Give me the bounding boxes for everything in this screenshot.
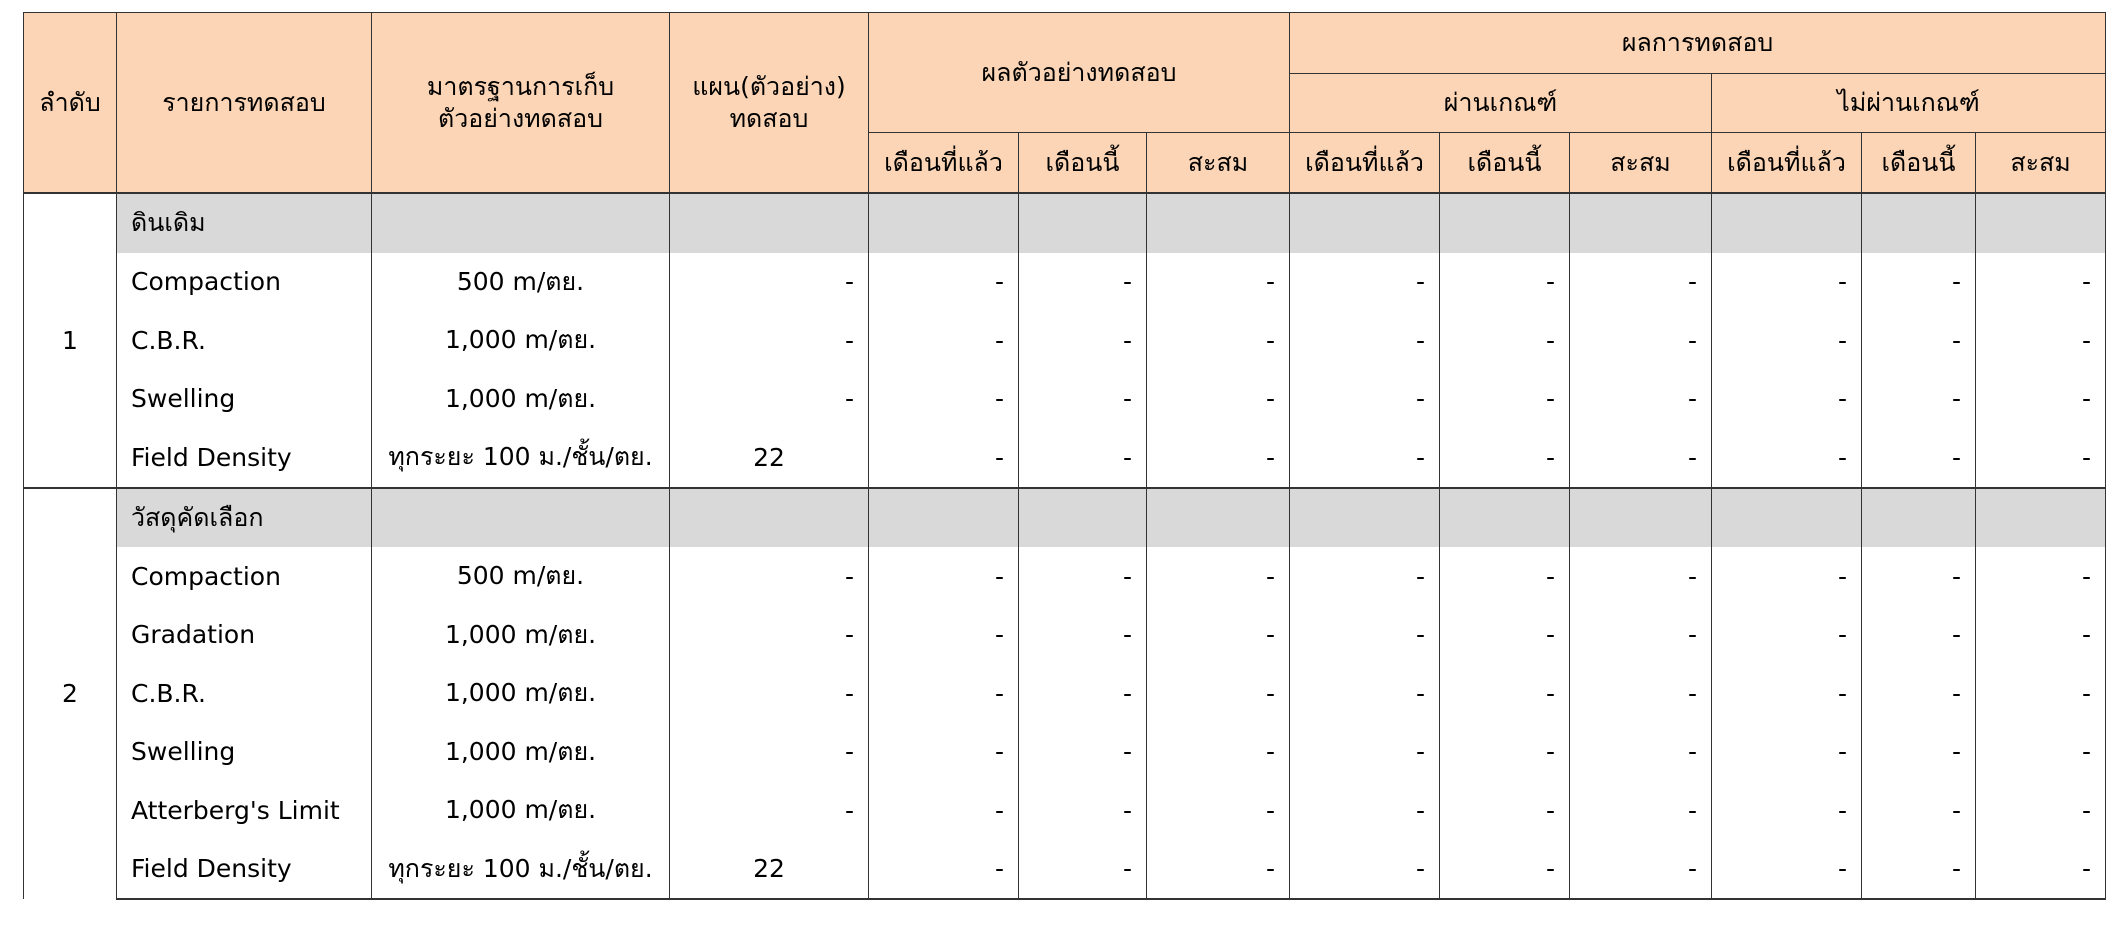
result-value: - [1976,547,2106,606]
result-value: - [1290,370,1440,429]
result-value: - [1440,253,1570,312]
group-title-empty-cell [1712,193,1862,253]
result-value: - [1712,781,1862,840]
test-item: Compaction [117,253,372,312]
header-standard-line2: ตัวอย่างทดสอบ [437,103,604,133]
result-value: - [1976,311,2106,370]
result-value: - [1862,840,1976,900]
test-item: Compaction [117,547,372,606]
result-value: - [1862,428,1976,488]
table-row [24,428,2106,488]
result-value: - [1570,781,1712,840]
group-seq: 2 [24,488,117,900]
test-item: Field Density [117,840,372,900]
result-value: - [1019,311,1147,370]
group-title-empty-cell [869,488,1019,548]
result-value: - [1019,428,1147,488]
result-value: - [1147,664,1290,723]
result-value: - [1290,547,1440,606]
header-pass-cumulative: สะสม [1570,133,1712,194]
sampling-standard: 1,000 m/ตย. [372,311,670,370]
sample-plan: - [670,664,869,723]
result-value: - [869,606,1019,665]
result-value: - [1570,606,1712,665]
result-value: - [1712,606,1862,665]
sampling-standard: 500 m/ตย. [372,253,670,312]
result-value: - [869,428,1019,488]
header-fail-cumulative: สะสม [1976,133,2106,194]
header-sample-last-month: เดือนที่แล้ว [869,133,1019,194]
result-value: - [1712,547,1862,606]
result-value: - [1976,370,2106,429]
result-value: - [1440,664,1570,723]
table-row [24,723,2106,782]
result-value: - [1147,311,1290,370]
sample-plan: 22 [670,840,869,900]
test-item: Field Density [117,428,372,488]
table-header [24,13,2106,194]
group-title-empty-cell [1290,193,1440,253]
result-value: - [1712,428,1862,488]
test-item: C.B.R. [117,664,372,723]
result-value: - [1862,253,1976,312]
group-title-empty-cell [1440,488,1570,548]
result-value: - [1147,723,1290,782]
header-seq: ลำดับ [24,13,117,194]
result-value: - [1712,370,1862,429]
result-value: - [869,311,1019,370]
test-item: Gradation [117,606,372,665]
header-sample-results: ผลตัวอย่างทดสอบ [869,13,1290,133]
group-title-empty-cell [1570,193,1712,253]
result-value: - [1019,606,1147,665]
table-row [24,664,2106,723]
result-value: - [869,253,1019,312]
result-value: - [869,840,1019,900]
table-row [24,840,2106,900]
sampling-standard: 1,000 m/ตย. [372,781,670,840]
header-standard-line1: มาตรฐานการเก็บ [426,71,615,101]
table-row [24,547,2106,606]
result-value: - [1862,723,1976,782]
header-test-results: ผลการทดสอบ [1290,13,2106,74]
group-title-empty-cell [1976,488,2106,548]
group-title-empty-cell [1440,193,1570,253]
result-value: - [1019,547,1147,606]
sample-plan: - [670,781,869,840]
result-value: - [1290,428,1440,488]
test-item: Swelling [117,723,372,782]
group-title-empty-cell [372,193,670,253]
group-title-empty-cell [1570,488,1712,548]
group-title-empty-cell [1290,488,1440,548]
result-value: - [1976,840,2106,900]
result-value: - [1570,664,1712,723]
result-value: - [1440,606,1570,665]
group-title-row [24,193,2106,253]
sampling-standard: 1,000 m/ตย. [372,723,670,782]
test-item: Atterberg's Limit [117,781,372,840]
result-value: - [1147,840,1290,900]
sample-plan: - [670,253,869,312]
group-title-empty-cell [869,193,1019,253]
result-value: - [1712,311,1862,370]
sample-plan: - [670,723,869,782]
result-value: - [1440,840,1570,900]
group-title: ดินเดิม [117,193,372,253]
result-value: - [1290,781,1440,840]
header-standard [372,13,670,194]
result-value: - [1570,370,1712,429]
sampling-standard: ทุกระยะ 100 ม./ชั้น/ตย. [372,428,670,488]
result-value: - [1147,547,1290,606]
result-value: - [1290,840,1440,900]
result-value: - [1440,781,1570,840]
header-pass: ผ่านเกณฑ์ [1290,74,1712,133]
result-value: - [1147,370,1290,429]
result-value: - [1570,547,1712,606]
result-value: - [1290,723,1440,782]
result-value: - [1290,606,1440,665]
group-title-empty-cell [670,488,869,548]
group-title-empty-cell [372,488,670,548]
group-title-empty-cell [1147,193,1290,253]
result-value: - [1147,781,1290,840]
result-value: - [1290,253,1440,312]
result-value: - [1440,311,1570,370]
result-value: - [1147,253,1290,312]
result-value: - [1290,664,1440,723]
table-row [24,370,2106,429]
sample-plan: - [670,547,869,606]
header-fail-last-month: เดือนที่แล้ว [1712,133,1862,194]
group-title-empty-cell [1862,488,1976,548]
result-value: - [1862,370,1976,429]
sample-plan: - [670,370,869,429]
sample-plan: 22 [670,428,869,488]
result-value: - [1570,428,1712,488]
result-value: - [1019,370,1147,429]
result-value: - [1570,840,1712,900]
result-value: - [1019,840,1147,900]
group-title-empty-cell [1147,488,1290,548]
group-title-empty-cell [1019,193,1147,253]
result-value: - [1976,723,2106,782]
result-value: - [1147,428,1290,488]
header-fail-this-month: เดือนนี้ [1862,133,1976,194]
result-value: - [869,664,1019,723]
header-plan-line1: แผน(ตัวอย่าง) [692,71,846,101]
result-value: - [1570,253,1712,312]
header-plan [670,13,869,194]
result-value: - [1290,311,1440,370]
group-title: วัสดุคัดเลือก [117,488,372,548]
header-item: รายการทดสอบ [117,13,372,194]
result-value: - [1440,428,1570,488]
result-value: - [869,370,1019,429]
header-sample-this-month: เดือนนี้ [1019,133,1147,194]
sampling-standard: 1,000 m/ตย. [372,664,670,723]
result-value: - [1976,664,2106,723]
result-value: - [1440,370,1570,429]
group-title-empty-cell [1712,488,1862,548]
result-value: - [1147,606,1290,665]
result-value: - [1976,606,2106,665]
sample-plan: - [670,606,869,665]
result-value: - [1440,547,1570,606]
result-value: - [869,547,1019,606]
result-value: - [1570,723,1712,782]
group-title-empty-cell [1976,193,2106,253]
result-value: - [1976,428,2106,488]
test-item: C.B.R. [117,311,372,370]
result-value: - [1712,253,1862,312]
result-value: - [1019,253,1147,312]
result-value: - [869,723,1019,782]
result-value: - [1862,664,1976,723]
table-row [24,311,2106,370]
group-title-empty-cell [1019,488,1147,548]
table-row [24,606,2106,665]
result-value: - [1862,606,1976,665]
group-title-empty-cell [1862,193,1976,253]
header-fail: ไม่ผ่านเกณฑ์ [1712,74,2106,133]
result-value: - [1019,664,1147,723]
result-value: - [1712,664,1862,723]
result-value: - [1019,781,1147,840]
result-value: - [1976,253,2106,312]
test-results-table [23,12,2106,900]
result-value: - [869,781,1019,840]
group-seq: 1 [24,193,117,488]
header-pass-this-month: เดือนนี้ [1440,133,1570,194]
group-title-empty-cell [670,193,869,253]
result-value: - [1862,311,1976,370]
result-value: - [1712,840,1862,900]
table-row [24,253,2106,312]
test-item: Swelling [117,370,372,429]
group-title-row [24,488,2106,548]
result-value: - [1862,547,1976,606]
result-value: - [1440,723,1570,782]
result-value: - [1976,781,2106,840]
result-value: - [1019,723,1147,782]
header-sample-cumulative: สะสม [1147,133,1290,194]
result-value: - [1862,781,1976,840]
sampling-standard: 1,000 m/ตย. [372,606,670,665]
sample-plan: - [670,311,869,370]
result-value: - [1712,723,1862,782]
sampling-standard: 500 m/ตย. [372,547,670,606]
sampling-standard: 1,000 m/ตย. [372,370,670,429]
header-pass-last-month: เดือนที่แล้ว [1290,133,1440,194]
table-row [24,781,2106,840]
table-body [24,193,2106,899]
result-value: - [1570,311,1712,370]
header-plan-line2: ทดสอบ [729,103,809,133]
sampling-standard: ทุกระยะ 100 ม./ชั้น/ตย. [372,840,670,900]
